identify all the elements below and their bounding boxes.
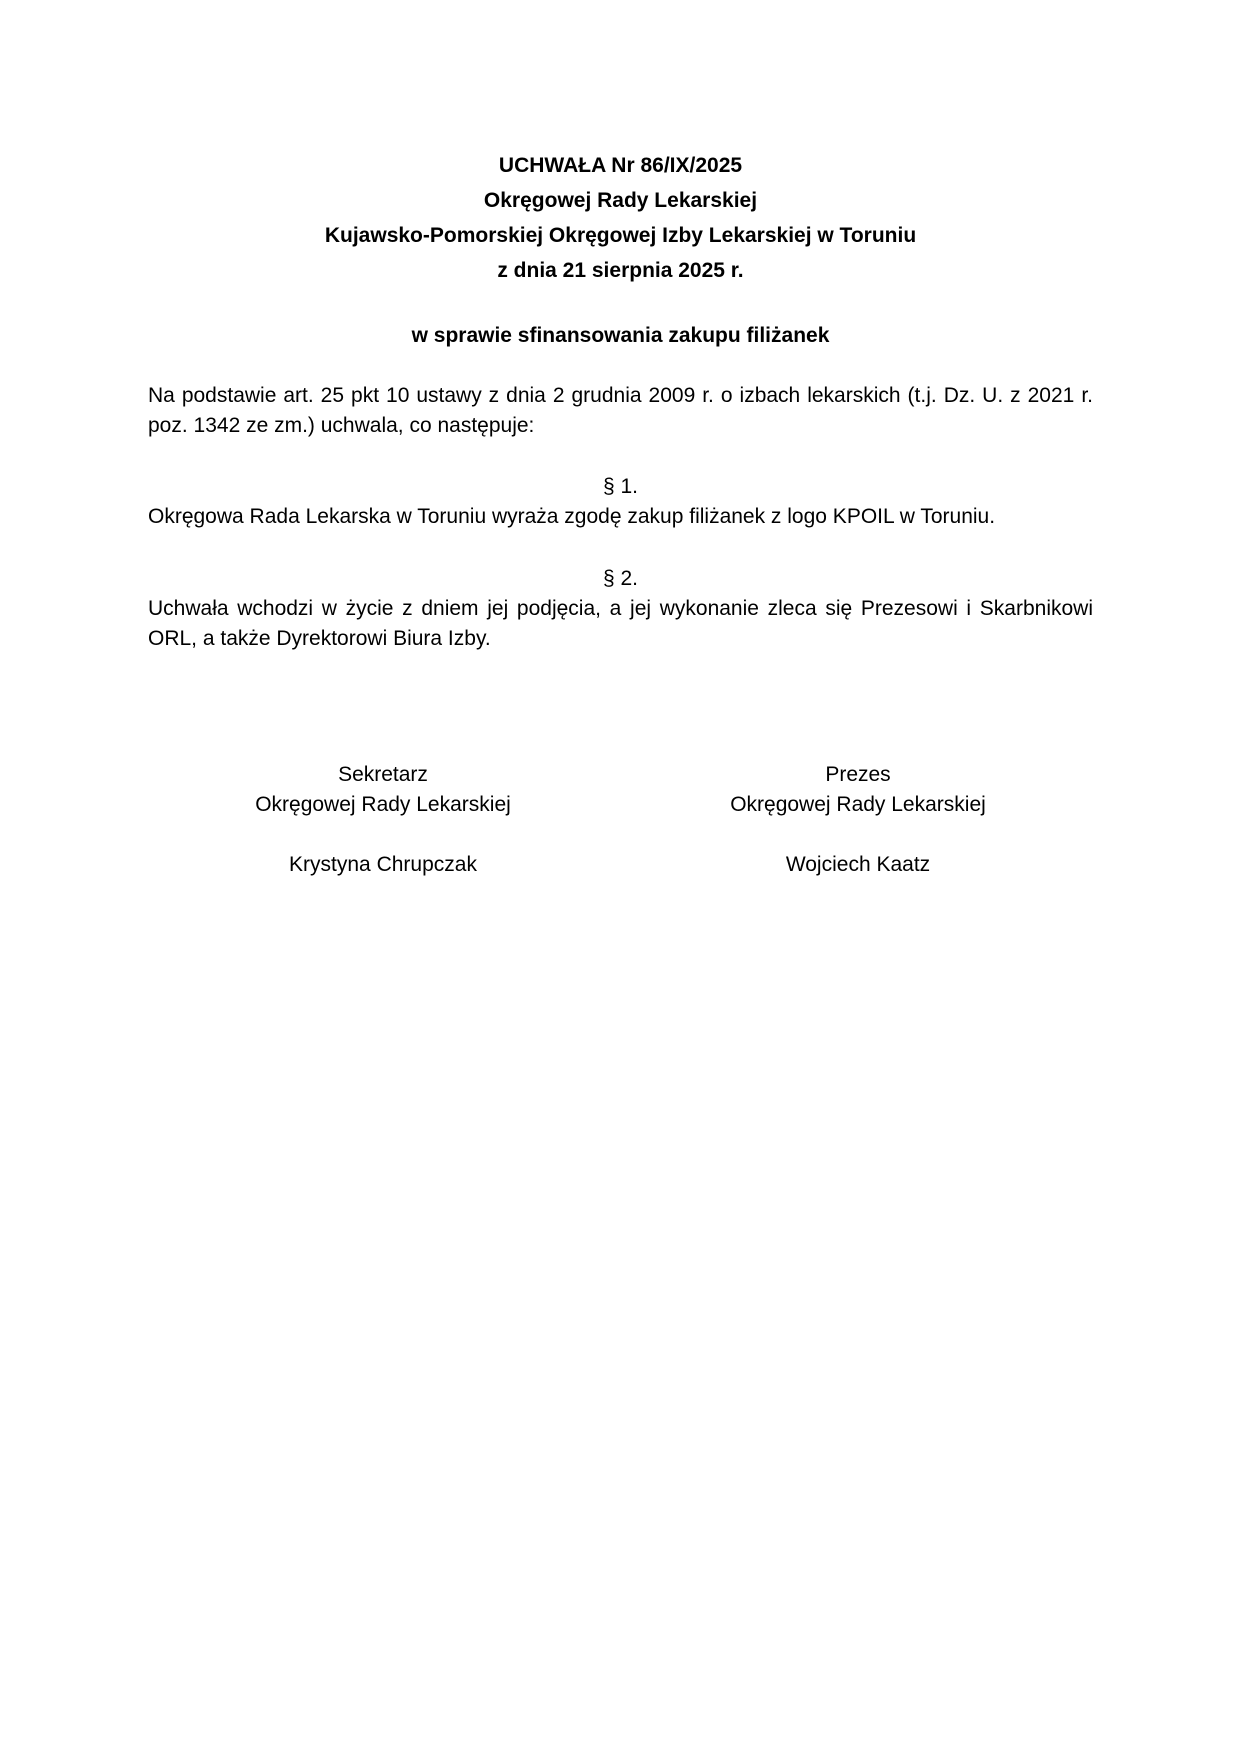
resolution-chamber: Kujawsko-Pomorskiej Okręgowej Izby Lekarskiej w Toruniu (324, 224, 917, 247)
paragraph-2-sign: § 2. (602, 567, 639, 590)
paragraph-1-sign: § 1. (602, 475, 639, 498)
signature-block-president (678, 760, 1038, 880)
resolution-subject: w sprawie sfinansowania zakupu filiżanek (411, 324, 830, 347)
legal-basis-paragraph: Na podstawie art. 25 pkt 10 ustawy z dnia 2 grudnia 2009 r. o izbach lekarskich (t.j. Dz. U. z 2021 r. poz. 1342 ze zm.) uchwala, co następuje: (148, 384, 1093, 437)
signature-body: Okręgowej Rady Lekarskiej (730, 793, 986, 816)
signature-body: Okręgowej Rady Lekarskiej (255, 793, 511, 816)
resolution-issuing-body: Okręgowej Rady Lekarskiej (483, 189, 758, 212)
resolution-header (148, 148, 1093, 288)
resolution-title: UCHWAŁA Nr 86/IX/2025 (498, 154, 743, 177)
signature-name: Krystyna Chrupczak (289, 853, 477, 876)
paragraph-1-text: Okręgowa Rada Lekarska w Toruniu wyraża zgodę zakup filiżanek z logo KPOIL w Toruniu. (148, 505, 996, 528)
resolution-date: z dnia 21 sierpnia 2025 r. (497, 259, 744, 282)
signature-role: Sekretarz (338, 763, 428, 786)
paragraph-2-text: Uchwała wchodzi w życie z dniem jej podjęcia, a jej wykonanie zleca się Prezesowi i Skarbnikowi ORL, a także Dyrektorowi Biura Izby. (148, 597, 1093, 650)
signature-name: Wojciech Kaatz (785, 853, 931, 876)
signature-role: Prezes (825, 763, 891, 786)
signature-block-secretary (203, 760, 563, 880)
